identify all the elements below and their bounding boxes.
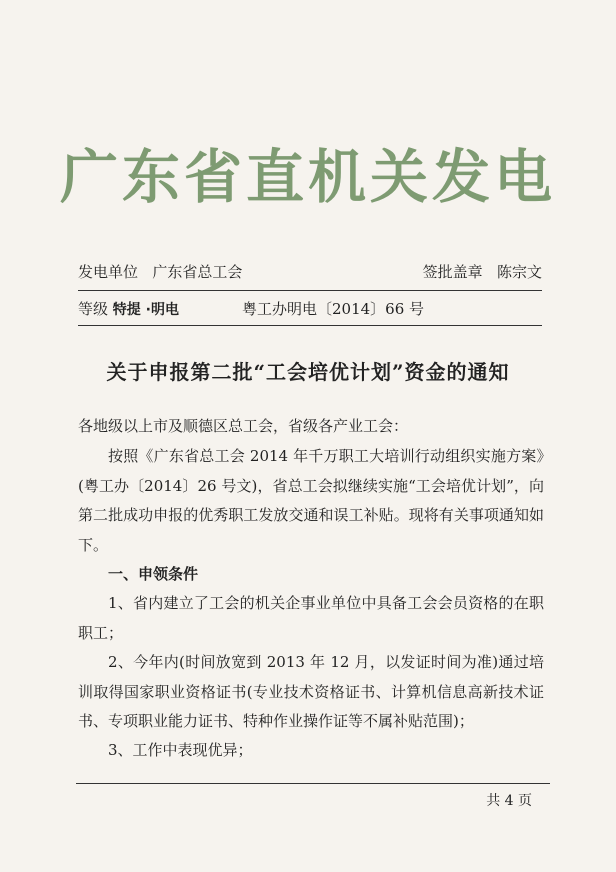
level-docnum-row [78,299,542,320]
salutation: 各地级以上市及顺德区总工会，省级各产业工会： [78,417,409,435]
section-heading-conditions: 一、申领条件 [108,565,199,583]
footer-divider [76,783,550,784]
document-title: 关于申报第二批“工会培优计划”资金的通知 [106,360,510,384]
condition-item-2: 2、今年内(时间放宽到 2013 年 12 月，以发证时间为准)通过培训取得国家职业资格证书(专业技术资格证书、计算机信息高新技术证书、专项职业能力证书、特种作业操作证等不属补贴范围)； [78,653,544,730]
header-divider-bottom [78,325,542,326]
level-value: 特提 ·明电 [112,302,179,318]
header-divider-top [78,290,542,291]
page-count: 共 4 页 [486,793,532,809]
condition-item-1: 1、省内建立了工会的机关企事业单位中具备工会会员资格的在职职工； [78,594,544,642]
intro-paragraph: 按照《广东省总工会 2014 年千万职工大培训行动组织实施方案》(粤工办〔2014〕26 号文)，省总工会拟继续实施“工会培优计划”，向第二批成功申报的优秀职工发放交通和误工补贴。现将有关事项通知如下。 [78,447,544,554]
approval-label: 签批盖章 [422,263,483,281]
sender-name: 广东省总工会 [152,263,243,281]
document-number: 粤工办明电〔2014〕66 号 [242,300,425,318]
level-label: 等级 [78,300,109,318]
sender-info [78,262,242,282]
approval-name: 陈宗文 [496,263,542,281]
condition-item-3: 3、工作中表现优异； [108,741,253,759]
approval-info [423,262,542,282]
sender-label: 发电单位 [78,263,139,281]
masthead-title: 广东省直机关发电 [59,143,556,211]
